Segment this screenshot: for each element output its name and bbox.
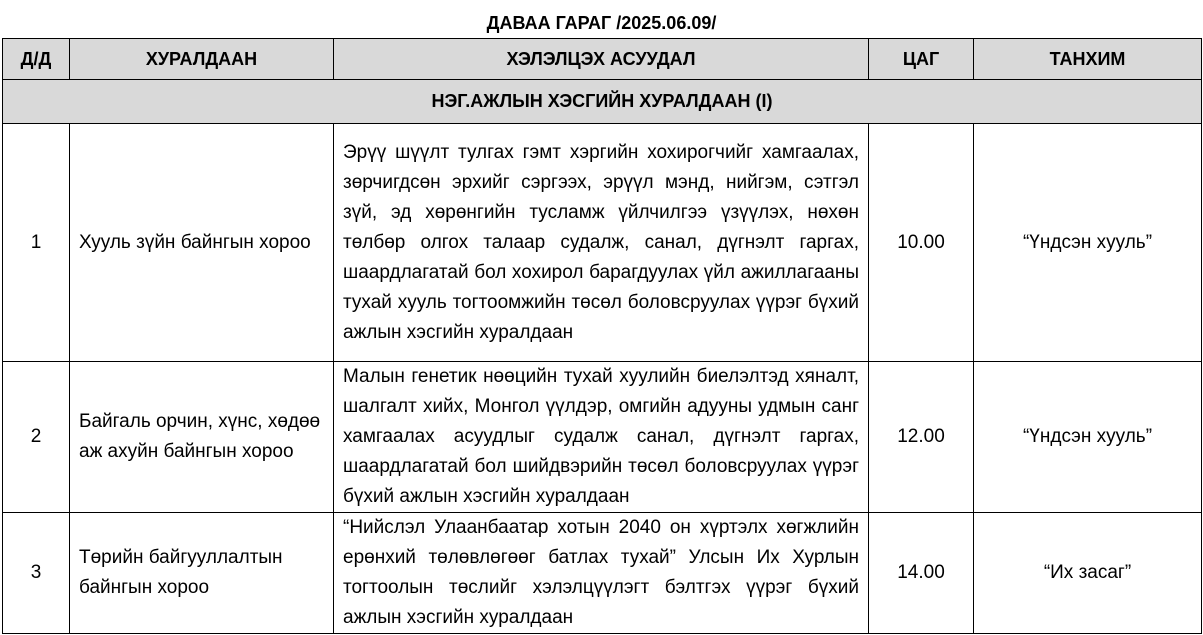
- header-no: Д/Д: [3, 39, 70, 80]
- row-hall: “Үндсэн хууль”: [974, 124, 1202, 362]
- table-row: [3, 362, 1202, 513]
- row-number: 1: [3, 124, 70, 362]
- row-number: 3: [3, 513, 70, 634]
- table-row: [3, 124, 1202, 362]
- header-topic: ХЭЛЭЛЦЭХ АСУУДАЛ: [334, 39, 869, 80]
- row-time: 14.00: [869, 513, 974, 634]
- row-committee: Төрийн байгууллалтын байнгын хороо: [70, 513, 334, 634]
- row-committee: Байгаль орчин, хүнс, хөдөө аж ахуйн байнгын хороо: [70, 362, 334, 513]
- header-row: [3, 39, 1202, 80]
- table-row: [3, 513, 1202, 634]
- header-session: ХУРАЛДААН: [70, 39, 334, 80]
- row-time: 12.00: [869, 362, 974, 513]
- page-title: ДАВАА ГАРАГ /2025.06.09/: [486, 13, 717, 33]
- row-committee: Хууль зүйн байнгын хороо: [70, 124, 334, 362]
- section-row: [3, 80, 1202, 124]
- header-hall: ТАНХИМ: [974, 39, 1202, 80]
- row-topic: Эрүү шүүлт тулгах гэмт хэргийн хохирогчийг хамгаалах, зөрчигдсөн эрхийг сэргээх, эрүүл мэнд, нийгэм, сэтгэл зүй, эд хөрөнгийн тусламж үйлчилгээ үзүүлэх, нөхөн төлбөр олгох талаар судалж, санал, дүгнэлт гаргах, шаардлагатай бол хохирол барагдуулах үйл ажиллагааны тухай хууль тогтоомжийн төсөл боловсруулах үүрэг бүхий ажлын хэсгийн хуралдаан: [334, 124, 869, 362]
- row-topic: “Нийслэл Улаанбаатар хотын 2040 он хүртэлх хөгжлийн ерөнхий төлөвлөгөөг батлах тухай” Улсын Их Хурлын тогтоолын төслийг хэлэлцүүлэгт бэлтгэх үүрэг бүхий ажлын хэсгийн хуралдаан: [334, 513, 869, 634]
- row-hall: “Үндсэн хууль”: [974, 362, 1202, 513]
- section-title: НЭГ.АЖЛЫН ХЭСГИЙН ХУРАЛДААН (I): [3, 80, 1202, 124]
- row-topic: Малын генетик нөөцийн тухай хуулийн биелэлтэд хяналт, шалгалт хийх, Монгол үүлдэр, омгийн адууны удмын санг хамгаалах асуудлыг судалж санал, дүгнэлт гаргах, шаардлагатай бол шийдвэрийн төсөл боловсруулах үүрэг бүхий ажлын хэсгийн хуралдаан: [334, 362, 869, 513]
- header-time: ЦАГ: [869, 39, 974, 80]
- row-number: 2: [3, 362, 70, 513]
- row-hall: “Их засаг”: [974, 513, 1202, 634]
- row-time: 10.00: [869, 124, 974, 362]
- schedule-table: [2, 38, 1202, 634]
